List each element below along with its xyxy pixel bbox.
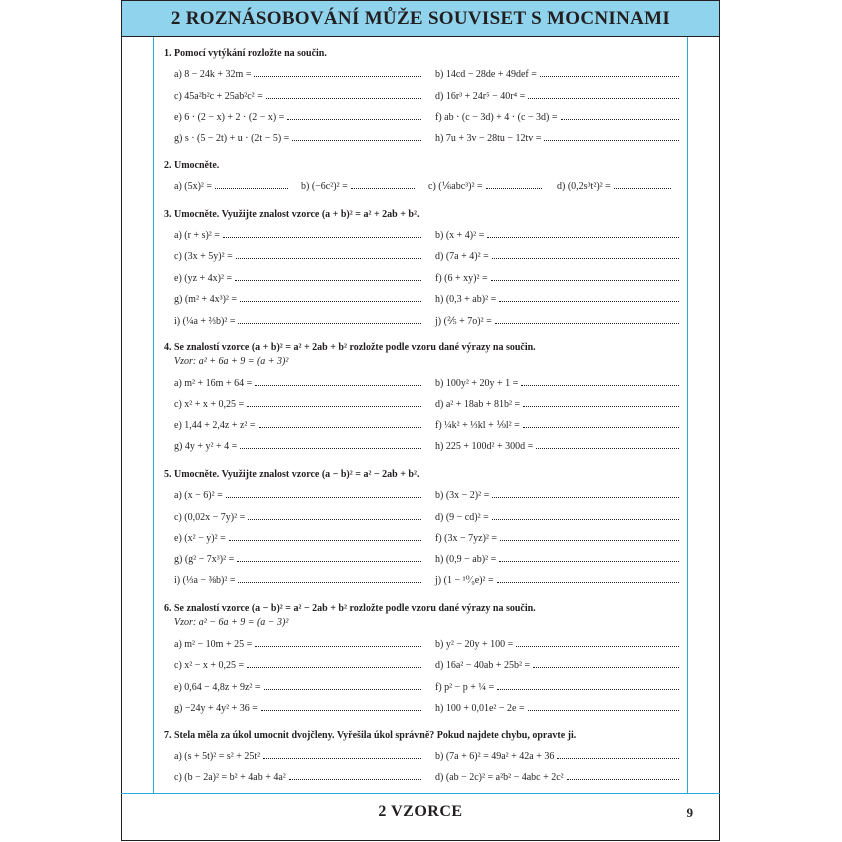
page-title-text: 2 ROZNÁSOBOVÁNÍ MŮŽE SOUVISET S MOCNINAMI: [170, 7, 671, 29]
exercise-item: c) (0,02x − 7y)² =: [174, 512, 421, 523]
example-formula: Vzor: a² − 6a + 9 = (a − 3)²: [174, 617, 289, 628]
answer-line[interactable]: [499, 560, 679, 562]
answer-line[interactable]: [523, 405, 679, 407]
exercise-item: h) 100 + 0,01e² − 2e =: [435, 703, 679, 714]
answer-line[interactable]: [533, 666, 679, 668]
exercise-item: f) (6 + xy)² =: [435, 273, 679, 284]
answer-line[interactable]: [499, 300, 679, 302]
page-number: 9: [686, 805, 693, 820]
exercise-item: a) m² − 10m + 25 =: [174, 639, 421, 650]
exercise-item: a) (r + s)² =: [174, 230, 421, 241]
exercise-item: c) x² + x + 0,25 =: [174, 399, 421, 410]
answer-line[interactable]: [247, 666, 421, 668]
answer-line[interactable]: [264, 688, 421, 690]
answer-line[interactable]: [254, 75, 421, 77]
exercise-item: b) (−6c²)² =: [301, 181, 415, 192]
answer-line[interactable]: [544, 139, 679, 141]
answer-line[interactable]: [223, 236, 421, 238]
answer-line[interactable]: [523, 426, 679, 428]
exercise-item: g) s · (5 − 2t) + u · (2t − 5) =: [174, 133, 421, 144]
exercise-item: a) (5x)² =: [174, 181, 288, 192]
answer-line[interactable]: [521, 384, 679, 386]
answer-line[interactable]: [528, 709, 679, 711]
answer-line[interactable]: [263, 757, 421, 759]
answer-line[interactable]: [492, 496, 679, 498]
answer-line[interactable]: [614, 187, 671, 189]
left-margin-rule: [153, 37, 154, 793]
exercise-item: c) (b − 2a)² = b² + 4ab + 4a²: [174, 772, 421, 783]
section-title: 7. Stela měla za úkol umocnit dvojčleny. Vyřešila úkol správně? Pokud najdete chybu, opravte ji.: [164, 730, 577, 741]
exercise-item: f) ¼k² + ⅓kl + ⅑l² =: [435, 420, 679, 431]
answer-line[interactable]: [240, 447, 421, 449]
answer-line[interactable]: [255, 645, 421, 647]
exercise-item: d) 16a² − 40ab + 25b² =: [435, 660, 679, 671]
exercise-item: d) (9 − cd)² =: [435, 512, 679, 523]
exercise-item: j) (⅖ + 7o)² =: [435, 316, 679, 327]
answer-line[interactable]: [247, 405, 421, 407]
answer-line[interactable]: [528, 97, 679, 99]
answer-line[interactable]: [497, 581, 679, 583]
exercise-item: a) m² + 16m + 64 =: [174, 378, 421, 389]
section-title: 4. Se znalostí vzorce (a + b)² = a² + 2ab + b² rozložte podle vzoru dané výrazy na součin.: [164, 342, 536, 353]
footer-title: 2 VZORCE: [378, 803, 463, 820]
exercise-item: d) (0,2s³t²)² =: [557, 181, 671, 192]
answer-line[interactable]: [240, 300, 421, 302]
exercise-item: h) 225 + 100d² + 300d =: [435, 441, 679, 452]
answer-line[interactable]: [238, 322, 421, 324]
exercise-item: e) 6 · (2 − x) + 2 · (2 − x) =: [174, 112, 421, 123]
exercise-item: a) 8 − 24k + 32m =: [174, 69, 421, 80]
answer-line[interactable]: [557, 757, 679, 759]
exercise-item: d) (ab − 2c)² = a²b² − 4abc + 2c²: [435, 772, 679, 783]
page-title: [121, 0, 720, 37]
exercise-item: h) (0,3 + ab)² =: [435, 294, 679, 305]
exercise-item: b) (3x − 2)² =: [435, 490, 679, 501]
answer-line[interactable]: [255, 384, 421, 386]
answer-line[interactable]: [500, 539, 679, 541]
answer-line[interactable]: [561, 118, 679, 120]
answer-line[interactable]: [492, 518, 679, 520]
exercise-item: e) (x² − y)² =: [174, 533, 421, 544]
section-title: 2. Umocněte.: [164, 160, 220, 171]
exercise-item: i) (¼a + ⅔b)² =: [174, 316, 421, 327]
exercise-item: b) (7a + 6)² = 49a² + 42a + 36: [435, 751, 679, 762]
answer-line[interactable]: [287, 118, 421, 120]
exercise-item: d) a² + 18ab + 81b² =: [435, 399, 679, 410]
section-title: 6. Se znalostí vzorce (a − b)² = a² − 2ab + b² rozložte podle vzoru dané výrazy na součin.: [164, 603, 536, 614]
exercise-item: a) (x − 6)² =: [174, 490, 421, 501]
answer-line[interactable]: [236, 257, 421, 259]
answer-line[interactable]: [261, 709, 421, 711]
exercise-item: g) −24y + 4y² + 36 =: [174, 703, 421, 714]
answer-line[interactable]: [491, 279, 679, 281]
answer-line[interactable]: [248, 518, 421, 520]
answer-line[interactable]: [351, 187, 415, 189]
right-margin-rule: [687, 37, 688, 793]
answer-line[interactable]: [567, 778, 679, 780]
exercise-item: b) (x + 4)² =: [435, 230, 679, 241]
section-title: 1. Pomocí vytýkání rozložte na součin.: [164, 48, 327, 59]
exercise-item: a) (s + 5t)² = s² + 25t²: [174, 751, 421, 762]
exercise-item: b) 100y² + 20y + 1 =: [435, 378, 679, 389]
exercise-item: h) (0,9 − ab)² =: [435, 554, 679, 565]
exercise-item: b) 14cd − 28de + 49def =: [435, 69, 679, 80]
answer-line[interactable]: [540, 75, 679, 77]
answer-line[interactable]: [292, 139, 421, 141]
answer-line[interactable]: [289, 778, 421, 780]
exercise-item: f) ab · (c − 3d) + 4 · (c − 3d) =: [435, 112, 679, 123]
answer-line[interactable]: [235, 279, 421, 281]
exercise-item: g) 4y + y² + 4 =: [174, 441, 421, 452]
answer-line[interactable]: [237, 560, 421, 562]
exercise-item: h) 7u + 3v − 28tu − 12tv =: [435, 133, 679, 144]
exercise-item: j) (1 − ¹⁰⁄₉e)² =: [435, 575, 679, 586]
answer-line[interactable]: [486, 187, 542, 189]
answer-line[interactable]: [536, 447, 679, 449]
exercise-item: e) 0,64 − 4,8z + 9z² =: [174, 682, 421, 693]
footer: [121, 794, 720, 841]
exercise-item: d) (7a + 4)² =: [435, 251, 679, 262]
exercise-item: b) y² − 20y + 100 =: [435, 639, 679, 650]
exercise-item: c) (⅙abc³)² =: [428, 181, 542, 192]
answer-line[interactable]: [495, 322, 679, 324]
exercise-item: d) 16r³ + 24r⁵ − 40r⁴ =: [435, 91, 679, 102]
exercise-item: e) 1,44 + 2,4z + z² =: [174, 420, 421, 431]
exercise-item: e) (yz + 4x)² =: [174, 273, 421, 284]
answer-line[interactable]: [215, 187, 288, 189]
exercise-item: f) (3x − 7yz)² =: [435, 533, 679, 544]
exercise-item: c) (3x + 5y)² =: [174, 251, 421, 262]
answer-line[interactable]: [492, 257, 679, 259]
answer-line[interactable]: [259, 426, 421, 428]
answer-line[interactable]: [226, 496, 421, 498]
answer-line[interactable]: [266, 97, 421, 99]
section-title: 5. Umocněte. Využijte znalost vzorce (a − b)² = a² − 2ab + b².: [164, 469, 420, 480]
answer-line[interactable]: [516, 645, 679, 647]
answer-line[interactable]: [229, 539, 421, 541]
exercise-item: f) p² − p + ¼ =: [435, 682, 679, 693]
exercise-item: c) 45a²b²c + 25ab²c² =: [174, 91, 421, 102]
exercise-item: g) (g² − 7x³)² =: [174, 554, 421, 565]
example-formula: Vzor: a² + 6a + 9 = (a + 3)²: [174, 356, 289, 367]
answer-line[interactable]: [238, 581, 421, 583]
exercise-item: c) x² − x + 0,25 =: [174, 660, 421, 671]
exercise-item: i) (⅓a − ⅜b)² =: [174, 575, 421, 586]
answer-line[interactable]: [487, 236, 679, 238]
exercise-item: g) (m² + 4x³)² =: [174, 294, 421, 305]
section-title: 3. Umocněte. Využijte znalost vzorce (a + b)² = a² + 2ab + b².: [164, 209, 420, 220]
answer-line[interactable]: [497, 688, 679, 690]
